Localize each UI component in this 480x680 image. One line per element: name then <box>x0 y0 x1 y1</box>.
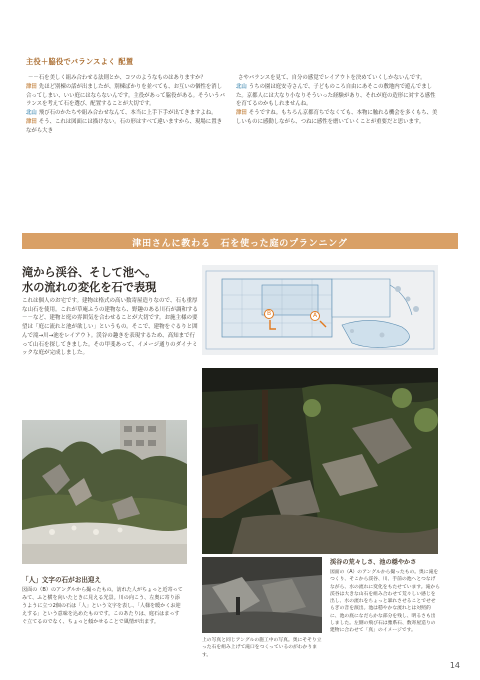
section-heading: 主役＋脇役でバランスよく 配置 <box>26 57 134 66</box>
speaker-label: 津田 <box>26 84 37 91</box>
plan-marker-b: B <box>264 309 274 319</box>
page-number: 14 <box>449 661 460 670</box>
paragraph-text: 飛び石のかたちや組み合わせなんて、本当に上手下手が出てきますよね。 <box>38 110 217 117</box>
feature-body: これは個人のお宅です。建物は格式の高い数寄屋造りなので、石も重厚な山石を使用。これが草庵ふうの建物なら、野趣のある川石が調和する－－など、建物と庭の雰囲気を合わせることが大切です。お施主様の要望は「庭に流れと池が欲しい」というもの。そこで、建物をぐるりと囲んで滝→川→池をレイアウト。渓谷の趣きを表現するため、高知まで行って山石を探してきました。その甲斐あって、イメージ通りのダイナミックな庭が完成しました。 <box>22 298 199 357</box>
speaker-label: 北山 <box>26 110 37 117</box>
lead-line: 水の流れの変化を石で表現 <box>22 280 157 294</box>
paragraph-text: うちの園は庭安寺さんで、子どものころ自由にあそこの敷地内で遊んでました。京都人には大なり小なりそういった経験があり、それが庭の造形に対する感性を育てるのかもしれませんね。 <box>236 84 436 108</box>
caption-text-middle: 上の写真と同じアングルの施工中の写真。奥にそそり立った石を組み上げて滝口をつくっているのがわかります。 <box>202 638 322 658</box>
paragraph-text: そうですね。もちろん京都育ちでなくても、本物に触れる機会を多くもち、美しいものに感動しながら、つねに感性を磨いていくことが重要だと思います。 <box>236 110 438 125</box>
interview-paragraph <box>236 109 440 126</box>
construction-photo <box>202 557 322 633</box>
interview-paragraph <box>236 83 440 109</box>
interview-paragraph <box>26 118 226 135</box>
speaker-label: 津田 <box>236 110 247 117</box>
interview-left-column <box>26 74 226 136</box>
caption-heading-right: 渓谷の荒々しさ、池の穏やかさ <box>330 559 417 566</box>
speaker-label: 北山 <box>236 84 247 91</box>
section-banner <box>22 233 458 249</box>
construction-photo-svg <box>202 557 322 633</box>
caption-heading-left: 「人」文字の石がお出迎え <box>22 576 102 584</box>
lead-line: 滝から渓谷、そして池へ。 <box>22 266 157 279</box>
interview-paragraph <box>26 74 226 83</box>
paragraph-text: 先ほど別棟の話が出ましたが、別棟ばかりを並べても、お互いの個性を消し合ってしまい、いい庭にはならないんです。主役があって脇役がある。そういうバランスを考えて石を選び、配置することが大切です。 <box>26 84 225 108</box>
garden-photo-b <box>22 420 187 564</box>
garden-photo-a <box>202 368 438 554</box>
garden-photo-b-svg <box>22 420 187 564</box>
site-plan-drawing <box>202 265 438 355</box>
caption-text-right: 図面の（A）のアングルから撮ったもの。奥に滝をつくり、そこから渓谷、川、手前の池へとつなげながら、水の流れに変化をもたせています。滝から渓谷は大きな山石を組み合わせて荒々しい感じを出し、水の流れをちょっと暴れさせることでせせらぎの音を演出。池は穏やかな流れとは対照的に、池の底になだらかな部分を残し、明るさも出しました。左側の飛び石は雅系石、数寄屋造りの建物に合わせて「真」のイメージです。 <box>330 570 440 634</box>
speaker-label: 津田 <box>26 119 37 126</box>
caption-text-left: 図面の（B）のアングルから撮ったもの。訪れた人がちょっと近寄ってみて、ふと横を向いたときに見える光景。川の向こう、左奥に寄り添うように立つ2個の石は「人」という文字を表し、「人様を暖かくお迎えする」という意味を込めたものです。このあたりは、庭石はまっすぐ立てるのでなく、ちょっと傾かせることで風情が出ます。 <box>22 587 183 626</box>
interview-paragraph <box>26 109 226 118</box>
plan-svg <box>202 265 438 355</box>
garden-photo-a-svg <box>202 368 438 554</box>
paragraph-text: －－石を美しく組み合わせる法則とか、コツのようなものはありますか？ <box>28 75 206 81</box>
paragraph-text: そう、これは図面には描けない。石の形はすべて違いますから、現場に置きながら大き <box>26 119 222 135</box>
banner-title: 津田さんに教わる 石を使った庭のプランニング <box>132 239 348 249</box>
interview-right-column <box>236 74 440 127</box>
interview-paragraph <box>236 74 440 83</box>
interview-paragraph <box>26 83 226 109</box>
feature-lead <box>22 266 198 295</box>
plan-marker-a: A <box>310 311 320 321</box>
paragraph-text: さやバランスを見て、自分の感覚でレイアウトを決めていくしかないんです。 <box>238 75 426 81</box>
